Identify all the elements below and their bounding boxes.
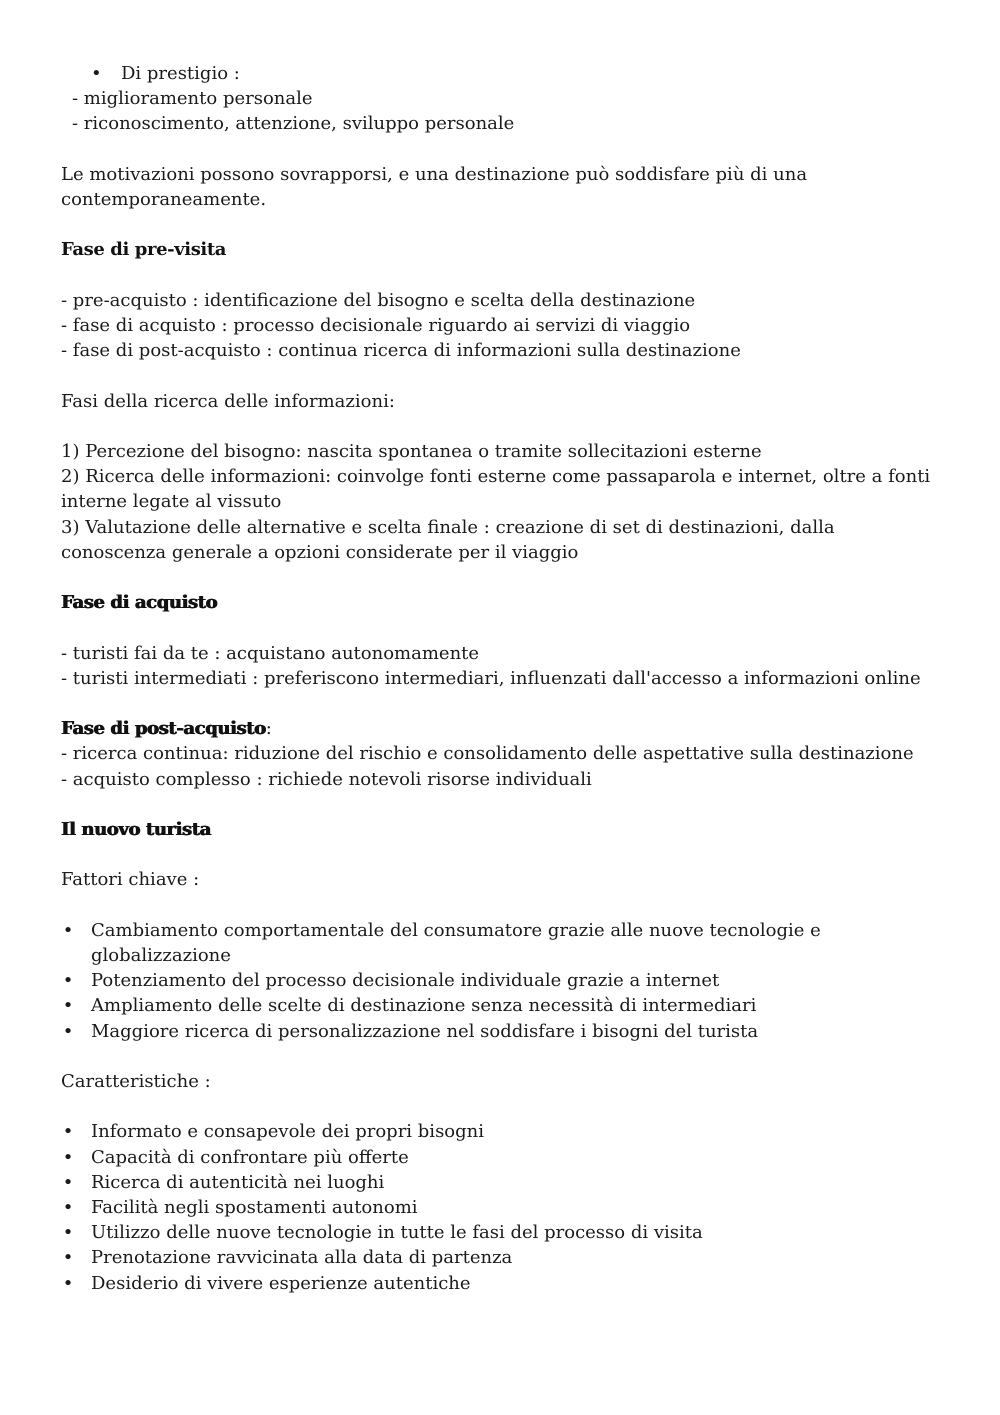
bullet-dot: • xyxy=(62,970,74,992)
caratteristiche-list xyxy=(61,1119,941,1295)
previsita-item-1: - pre-acquisto : identificazione del bisogno e scelta della destinazione xyxy=(61,289,696,311)
bullet-dot: • xyxy=(91,63,102,84)
previsita-item-2: - fase di acquisto : processo decisionale riguardo ai servizi di viaggio xyxy=(61,314,691,336)
prestigio-item-2: - riconoscimento, attenzione, sviluppo personale xyxy=(72,113,515,135)
info-step-3: 3) Valutazione delle alternative e scelta finale : creazione di set di destinazioni, dalla conoscenza generale a opzioni considerate per il viaggio xyxy=(61,516,835,563)
fattori-title: Fattori chiave : xyxy=(61,869,200,891)
caratteristiche-title: Caratteristiche : xyxy=(61,1070,211,1092)
list-item xyxy=(61,918,941,968)
bullet-dot: • xyxy=(62,1222,74,1244)
list-item-text: Utilizzo delle nuove tecnologie in tutte le fasi del processo di visita xyxy=(91,1222,703,1244)
list-item xyxy=(61,1220,941,1245)
bullet-dot: • xyxy=(62,1171,74,1193)
list-item xyxy=(61,993,941,1018)
bullet-dot: • xyxy=(62,995,74,1017)
prestigio-item-1: - miglioramento personale xyxy=(72,88,313,110)
info-step-2: 2) Ricerca delle informazioni: coinvolge fonti esterne come passaparola e internet, oltre a fonti interne legate al vissuto xyxy=(61,466,931,513)
prestigio-bullet xyxy=(61,61,941,86)
list-item-text: Ampliamento delle scelte di destinazione senza necessità di intermediari xyxy=(91,995,757,1017)
bullet-dot: • xyxy=(62,1196,74,1218)
bullet-dot: • xyxy=(62,1146,74,1168)
bullet-dot: • xyxy=(62,1247,74,1269)
list-item-text: Desiderio di vivere esperienze autentiche xyxy=(91,1272,471,1294)
bullet-dot: • xyxy=(62,919,74,941)
document-page xyxy=(61,61,941,1296)
motivations-note: Le motivazioni possono sovrapporsi, e una destinazione può soddisfare più di una contemporaneamente. xyxy=(61,163,808,210)
heading-nuovo-turista: Il nuovo turista xyxy=(61,818,211,840)
list-item-text: Prenotazione ravvicinata alla data di partenza xyxy=(91,1247,513,1269)
heading-postacquisto: Fase di post-acquisto xyxy=(61,718,266,740)
list-item-text: Maggiore ricerca di personalizzazione nel soddisfare i bisogni del turista xyxy=(91,1020,759,1042)
list-item-text: Facilità negli spostamenti autonomi xyxy=(91,1196,418,1218)
list-item-text: Potenziamento del processo decisionale individuale grazie a internet xyxy=(91,970,720,992)
bullet-dot: • xyxy=(62,1272,74,1294)
list-item-text: Cambiamento comportamentale del consumatore grazie alle nuove tecnologie e globalizzazione xyxy=(91,919,821,966)
list-item xyxy=(61,1019,941,1044)
acquisto-item-1: - turisti fai da te : acquistano autonomamente xyxy=(61,642,480,664)
previsita-item-3: - fase di post-acquisto : continua ricerca di informazioni sulla destinazione xyxy=(61,340,741,362)
list-item xyxy=(61,1245,941,1270)
info-step-1: 1) Percezione del bisogno: nascita spontanea o tramite sollecitazioni esterne xyxy=(61,440,762,462)
info-phases-title: Fasi della ricerca delle informazioni: xyxy=(61,390,395,412)
heading-acquisto: Fase di acquisto xyxy=(61,592,218,614)
postacquisto-item-2: - acquisto complesso : richiede notevoli risorse individuali xyxy=(61,768,592,790)
acquisto-item-2: - turisti intermediati : preferiscono intermediari, influenzati dall'accesso a informazioni online xyxy=(61,667,921,689)
heading-postacquisto-colon: : xyxy=(265,718,272,740)
list-item xyxy=(61,1271,941,1296)
list-item-text: Ricerca di autenticità nei luoghi xyxy=(91,1171,385,1193)
bullet-dot: • xyxy=(62,1121,74,1143)
fattori-list xyxy=(61,918,941,1044)
prestigio-label: Di prestigio : xyxy=(121,63,240,84)
list-item-text: Informato e consapevole dei propri bisogni xyxy=(91,1121,485,1143)
list-item xyxy=(61,1170,941,1195)
heading-previsita: Fase di pre-visita xyxy=(61,239,227,261)
list-item xyxy=(61,1119,941,1144)
list-item xyxy=(61,968,941,993)
list-item-text: Capacità di confrontare più offerte xyxy=(91,1146,409,1168)
bullet-dot: • xyxy=(62,1020,74,1042)
list-item xyxy=(61,1145,941,1170)
list-item xyxy=(61,1195,941,1220)
postacquisto-item-1: - ricerca continua: riduzione del rischio e consolidamento delle aspettative sulla destinazione xyxy=(61,743,914,765)
heading-postacquisto-line xyxy=(61,716,941,741)
